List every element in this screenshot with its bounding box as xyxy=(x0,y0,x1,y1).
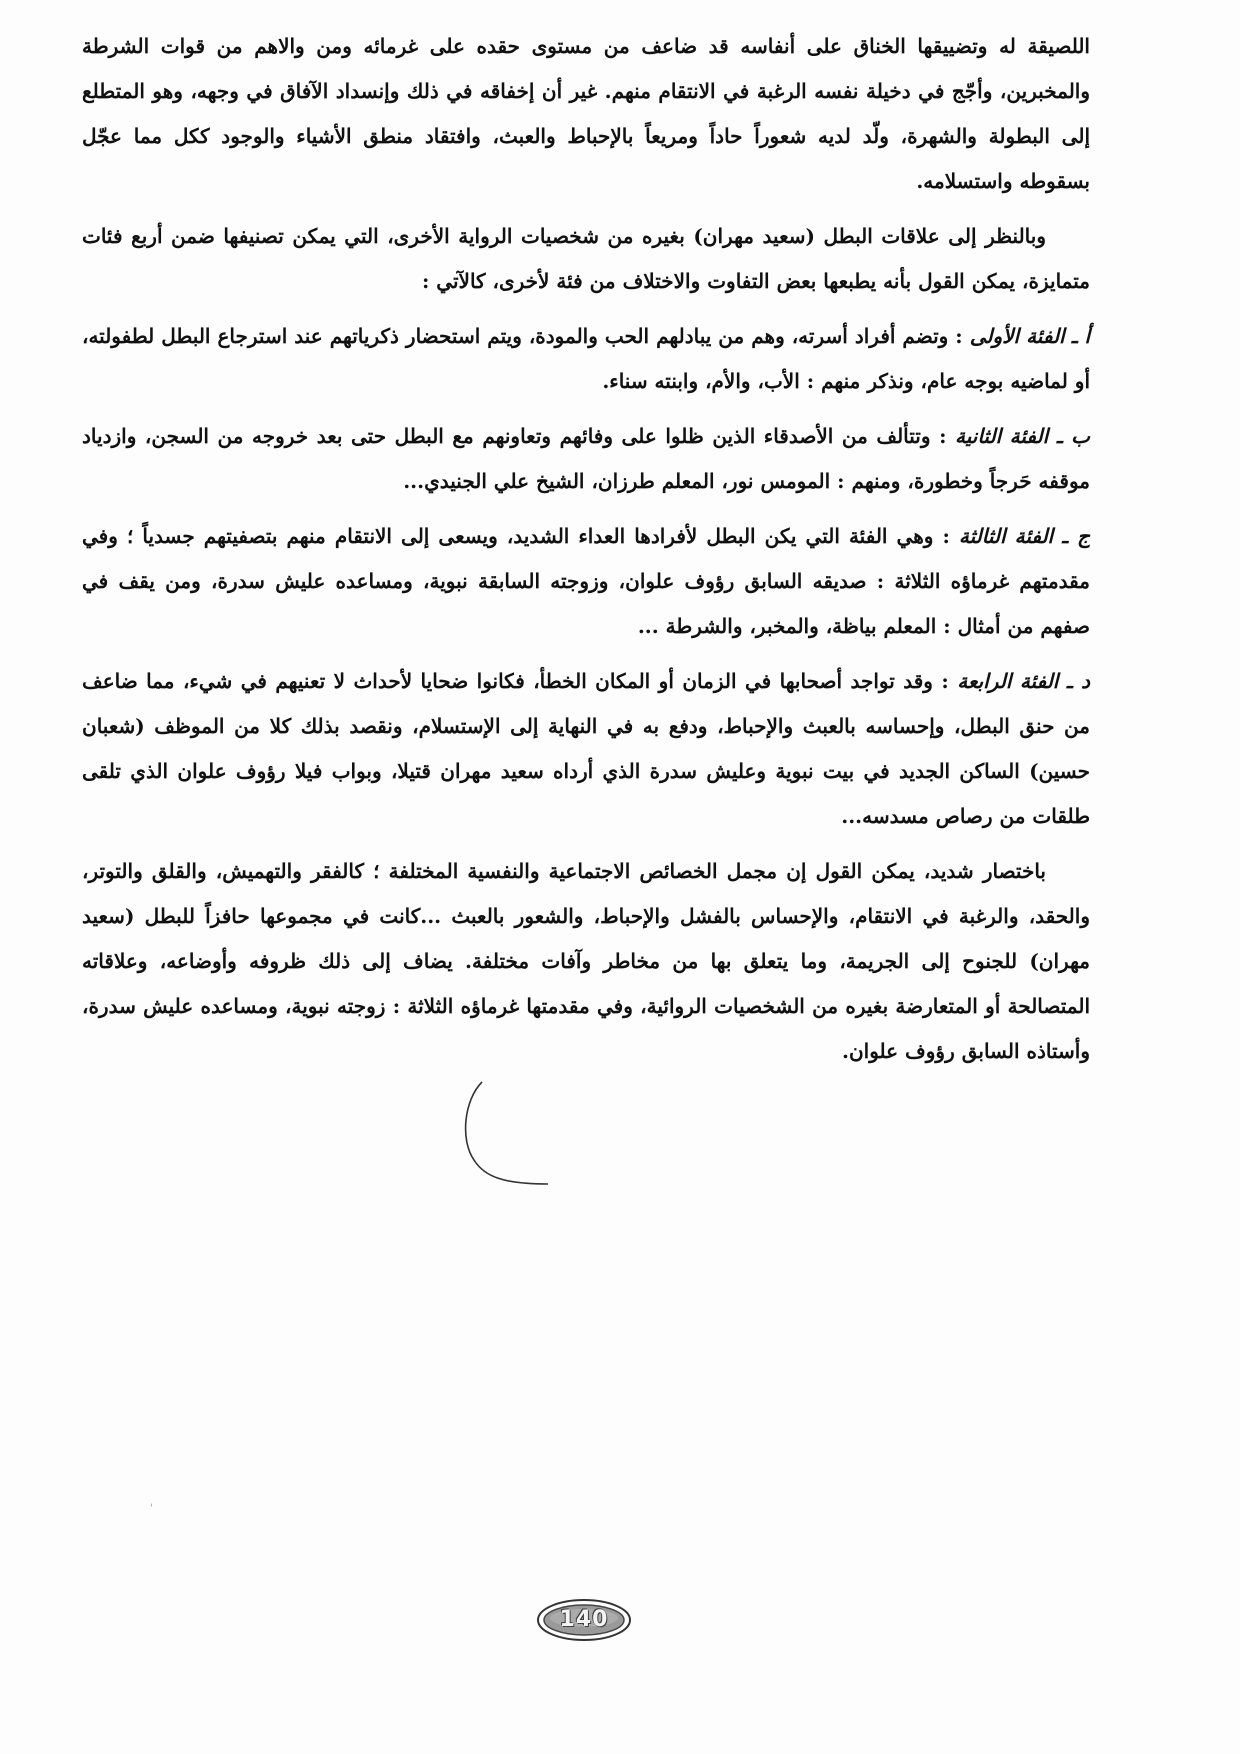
category-second xyxy=(82,414,1090,504)
category-first-text: : وتضم أفراد أسرته، وهم من يبادلهم الحب والمودة، ويتم استحضار ذكرياتهم عند استرجاع البطل لطفولته، أو لماضيه بوجه عام، ونذكر منهم : الأب، والأم، وابنته سناء. xyxy=(82,324,1090,393)
category-fourth-text: : وقد تواجد أصحابها في الزمان أو المكان الخطأ، فكانوا ضحايا لأحداث لا تعنيهم في شيء، مما ضاعف من حنق البطل، وإحساسه بالعبث والإحباط، ودفع به في النهاية إلى الإستسلام، ونقصد بذلك كلا من الموظف (شعبان حسين) الساكن الجديد في بيت نبوية وعليش سدرة الذي أرداه سعيد مهران قتيلا، وبواب فيلا رؤوف علوان الذي تلقى طلقات من رصاص مسدسه... xyxy=(82,669,1090,828)
category-third xyxy=(82,514,1090,649)
category-fourth xyxy=(82,659,1090,839)
category-second-label: ب ـ الفئة الثانية xyxy=(955,424,1090,448)
category-first-label: أ ـ الفئة الأولى xyxy=(969,324,1090,348)
category-third-text: : وهي الفئة التي يكن البطل لأفرادها العداء الشديد، ويسعى إلى الانتقام منهم بتصفيتهم جسدياً ؛ وفي مقدمتهم غرماؤه الثلاثة : صديقه السابق رؤوف علوان، وزوجته السابقة نبوية، ومساعده عليش سدرة، ومن يقف في صفهم من أمثال : المعلم بياظة، والمخبر، والشرطة ... xyxy=(82,524,1090,638)
paragraph-conclusion: باختصار شديد، يمكن القول إن مجمل الخصائص الاجتماعية والنفسية المختلفة ؛ كالفقر والتهميش، والقلق والتوتر، والحقد، والرغبة في الانتقام، والإحساس بالفشل والإحباط، والشعور بالعبث ...كانت في مجموعها حافزاً للبطل (سعيد مهران) للجنوح إلى الجريمة، وما يتعلق بها من مخاطر وآفات مختلفة. يضاف إلى ذلك ظروفه وأوضاعه، وعلاقاته المتصالحة أو المتعارضة بغيره من الشخصيات الروائية، وفي مقدمتها غرماؤه الثلاثة : زوجته نبوية، ومساعده عليش سدرة، وأستاذه السابق رؤوف علوان. xyxy=(82,859,1090,1063)
page-number: 140 xyxy=(559,1607,609,1632)
category-third-label: ج ـ الفئة الثالثة xyxy=(958,524,1090,548)
paragraph-relations-intro: وبالنظر إلى علاقات البطل (سعيد مهران) بغيره من شخصيات الرواية الأخرى، التي يمكن تصنيفها ضمن أربع فئات متمايزة، يمكن القول بأنه يطبعها بعض التفاوت والاختلاف من فئة لأخرى، كالآتي : xyxy=(82,224,1090,293)
paragraph-intro-continuation: اللصيقة له وتضييقها الخناق على أنفاسه قد ضاعف من مستوى حقده على غرمائه ومن والاهم من قوات الشرطة والمخبرين، وأجّج في دخيلة نفسه الرغبة في الانتقام منهم. غير أن إخفاقه في ذلك وإنسداد الآفاق في وجهه، وهو المتطلع إلى البطولة والشهرة، ولّد لديه شعوراً حاداً ومريعاً بالإحباط والعبث، وافتقاد منطق الأشياء والوجود ككل مما عجّل بسقوطه واستسلامه. xyxy=(82,34,1090,193)
category-second-text: : وتتألف من الأصدقاء الذين ظلوا على وفائهم وتعاونهم مع البطل حتى بعد خروجه من السجن، وازدياد موقفه حَرجاً وخطورة، ومنهم : المومس نور، المعلم طرزان، الشيخ علي الجنيدي... xyxy=(82,424,1090,493)
category-first xyxy=(82,314,1090,404)
body-text xyxy=(82,24,1090,1074)
category-fourth-label: د ـ الفئة الرابعة xyxy=(957,669,1091,693)
scan-artifact: ˌ xyxy=(150,1495,154,1508)
curved-pen-stroke-icon xyxy=(462,1080,552,1190)
